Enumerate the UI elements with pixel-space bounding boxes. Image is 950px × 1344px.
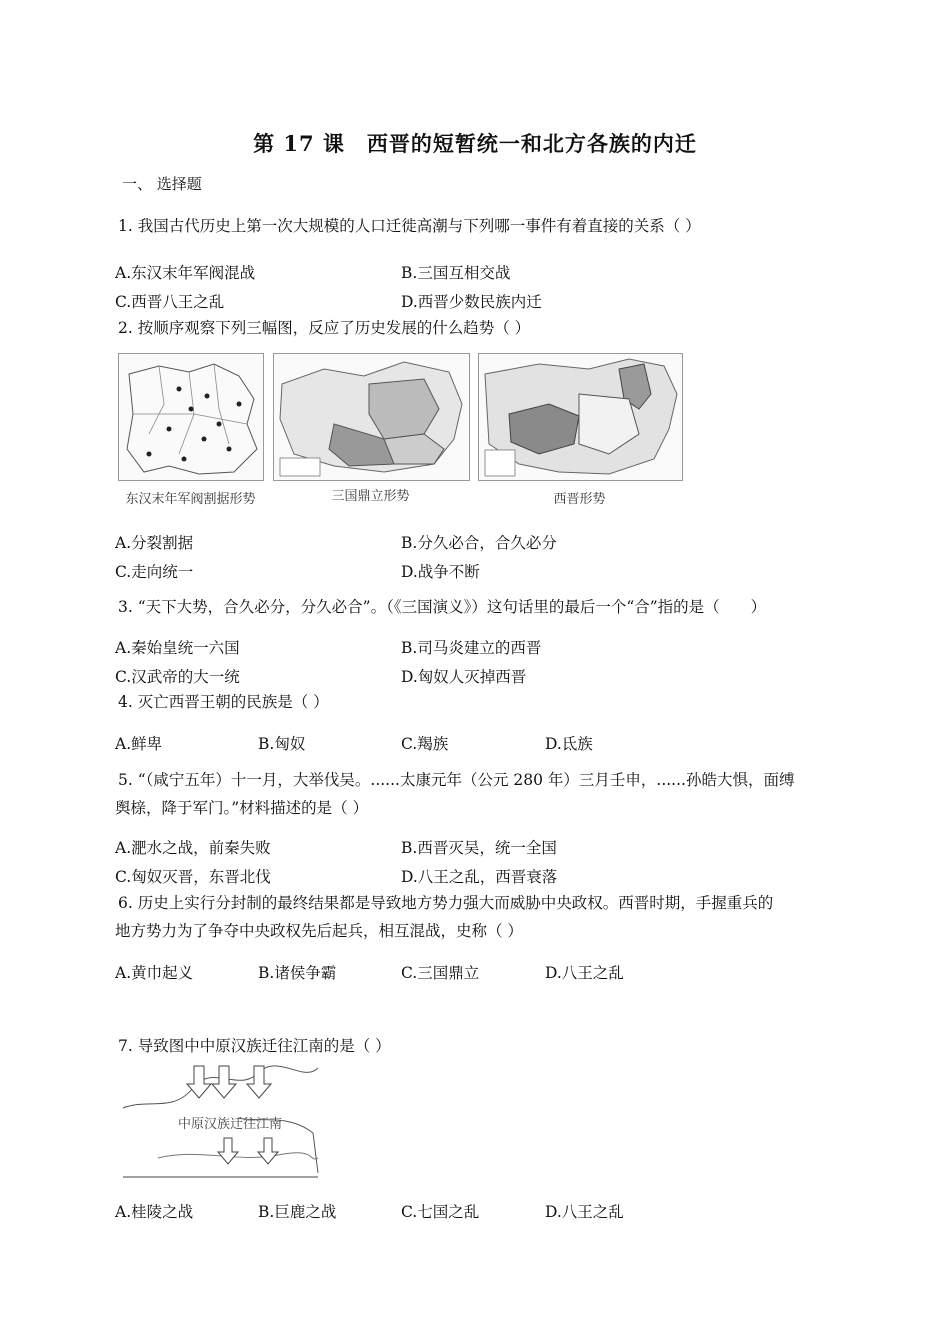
question-3-stem: 3. “天下大势，合久必分，分久必合”。（《三国演义》）这句话里的最后一个“合”指的是（ ）: [118, 598, 767, 616]
q2-option-b: B.分久必合，合久必分: [401, 534, 557, 552]
q7-option-b: B.巨鹿之战: [258, 1203, 337, 1221]
q5-option-a: A.淝水之战，前秦失败: [115, 839, 271, 857]
map-migration-south: [118, 1063, 324, 1181]
section-heading: 一、 选择题: [122, 175, 202, 193]
q6-option-c: C.三国鼎立: [401, 964, 480, 982]
q1-option-d: D.西晋少数民族内迁: [401, 293, 542, 311]
q5-option-b: B.西晋灭吴，统一全国: [401, 839, 557, 857]
q1-option-a: A.东汉末年军阀混战: [115, 264, 256, 282]
map-migration-south-drawing: [118, 1063, 324, 1181]
map-eastern-han-warlords-drawing: [119, 354, 263, 480]
q7-option-a: A.桂陵之战: [115, 1203, 194, 1221]
q2-option-d: D.战争不断: [401, 563, 480, 581]
question-2-stem: 2. 按顺序观察下列三幅图，反应了历史发展的什么趋势（ ）: [118, 319, 531, 337]
map-western-jin: [478, 353, 683, 481]
question-5-stem-line-1: 5. “（咸宁五年）十一月，大举伐吴。......太康元年（公元 280 年）三月壬申，......孙皓大惧，面缚: [118, 771, 795, 789]
question-4-stem: 4. 灭亡西晋王朝的民族是（ ）: [118, 693, 329, 711]
question-7-stem: 7. 导致图中中原汉族迁往江南的是（ ）: [118, 1037, 391, 1055]
map-migration-label: 中原汉族迁往江南: [178, 1117, 283, 1132]
question-6-stem-line-1: 6. 历史上实行分封制的最终结果都是导致地方势力强大而威胁中央政权。西晋时期，手握重兵的: [118, 894, 774, 912]
caption-map-1: 东汉末年军阀割据形势: [125, 492, 256, 507]
page-title: 第 17 课 西晋的短暂统一和北方各族的内迁: [253, 131, 697, 156]
q4-option-b: B.匈奴: [258, 735, 306, 753]
q5-option-d: D.八王之乱，西晋衰落: [401, 868, 558, 886]
q1-option-c: C.西晋八王之乱: [115, 293, 225, 311]
caption-map-3: 西晋形势: [553, 492, 606, 507]
q6-option-a: A.黄巾起义: [115, 964, 194, 982]
map-three-kingdoms-drawing: [274, 354, 469, 480]
q2-option-c: C.走向统一: [115, 563, 194, 581]
q4-option-d: D.氐族: [545, 735, 593, 753]
caption-map-2: 三国鼎立形势: [331, 489, 410, 504]
q6-option-d: D.八王之乱: [545, 964, 624, 982]
question-1-stem: 1. 我国古代历史上第一次大规模的人口迁徙高潮与下列哪一事件有着直接的关系（ ）: [118, 217, 701, 235]
map-three-kingdoms: [273, 353, 470, 481]
q6-option-b: B.诸侯争霸: [258, 964, 337, 982]
q4-option-c: C.羯族: [401, 735, 449, 753]
question-6-stem-line-2: 地方势力为了争夺中央政权先后起兵，相互混战，史称（ ）: [115, 922, 523, 940]
q3-option-d: D.匈奴人灭掉西晋: [401, 668, 527, 686]
q7-option-d: D.八王之乱: [545, 1203, 624, 1221]
q7-option-c: C.七国之乱: [401, 1203, 480, 1221]
map-eastern-han-warlords: [118, 353, 264, 481]
q4-option-a: A.鲜卑: [115, 735, 163, 753]
map-western-jin-drawing: [479, 354, 682, 480]
q2-option-a: A.分裂割据: [115, 534, 194, 552]
question-5-stem-line-2: 舆榇，降于军门。”材料描述的是（ ）: [115, 799, 369, 817]
q3-option-b: B.司马炎建立的西晋: [401, 639, 542, 657]
q3-option-c: C.汉武帝的大一统: [115, 668, 240, 686]
q3-option-a: A.秦始皇统一六国: [115, 639, 240, 657]
q5-option-c: C.匈奴灭晋，东晋北伐: [115, 868, 271, 886]
q1-option-b: B.三国互相交战: [401, 264, 511, 282]
